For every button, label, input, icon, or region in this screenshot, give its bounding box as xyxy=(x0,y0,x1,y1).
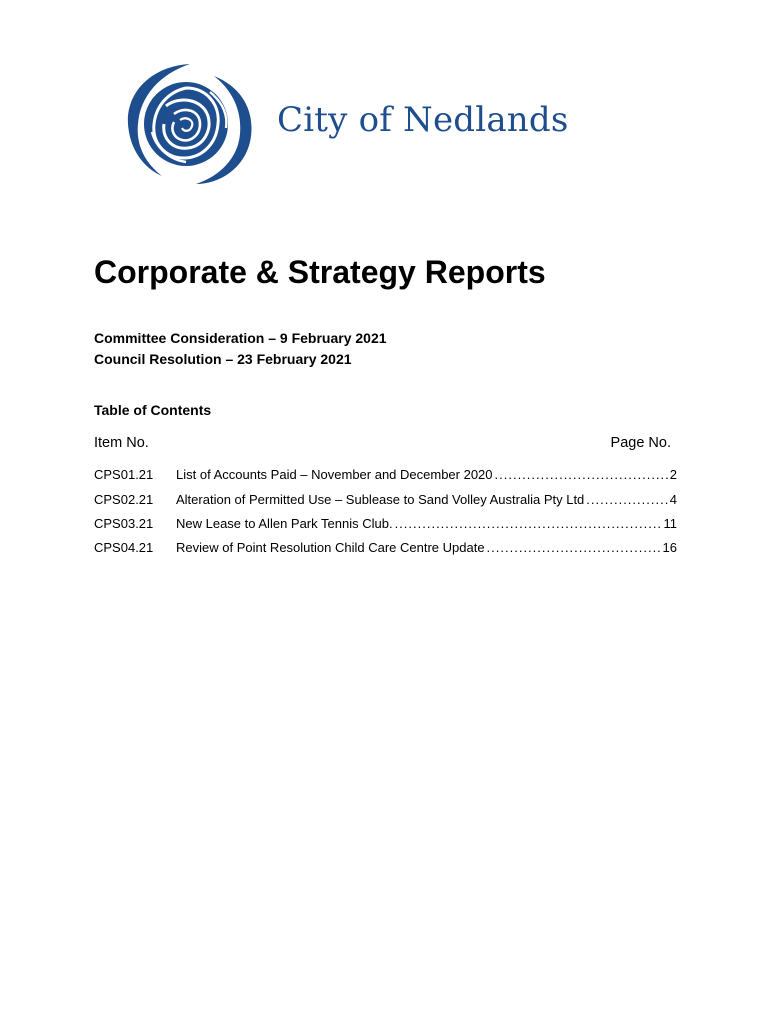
toc-dot-leader xyxy=(586,492,667,507)
toc-item-title[interactable]: List of Accounts Paid – November and December 2020 xyxy=(176,467,493,482)
toc-item-title[interactable]: Review of Point Resolution Child Care Centre Update xyxy=(176,540,485,555)
toc-row[interactable] xyxy=(94,467,677,485)
page-title: Corporate & Strategy Reports xyxy=(94,254,546,290)
toc-item-title[interactable]: Alteration of Permitted Use – Sublease to Sand Volley Australia Pty Ltd xyxy=(176,492,585,507)
toc-heading: Table of Contents xyxy=(94,402,212,418)
toc-dot-leader xyxy=(487,540,661,555)
toc-row[interactable] xyxy=(94,516,677,534)
toc-item-page: 16 xyxy=(662,540,677,555)
toc-row[interactable] xyxy=(94,492,677,510)
toc-item-title[interactable]: New Lease to Allen Park Tennis Club. xyxy=(176,516,393,531)
org-name: City of Nedlands xyxy=(277,100,569,140)
toc-item-page: 11 xyxy=(663,516,677,531)
toc-dot-leader xyxy=(495,467,668,482)
committee-consideration-date: Committee Consideration – 9 February 2021 xyxy=(94,330,387,346)
toc-item-code: CPS04.21 xyxy=(94,540,154,555)
toc-item-page: 2 xyxy=(669,467,677,482)
toc-column-item-no: Item No. xyxy=(94,435,149,451)
toc-item-code: CPS03.21 xyxy=(94,516,154,531)
toc-column-page-no: Page No. xyxy=(610,435,671,451)
rose-logo-icon xyxy=(122,62,262,186)
toc-row[interactable] xyxy=(94,540,677,558)
council-resolution-date: Council Resolution – 23 February 2021 xyxy=(94,351,352,367)
toc-item-code: CPS02.21 xyxy=(94,492,154,507)
toc-item-code: CPS01.21 xyxy=(94,467,154,482)
toc-item-page: 4 xyxy=(669,492,677,507)
toc-dot-leader xyxy=(395,516,662,531)
